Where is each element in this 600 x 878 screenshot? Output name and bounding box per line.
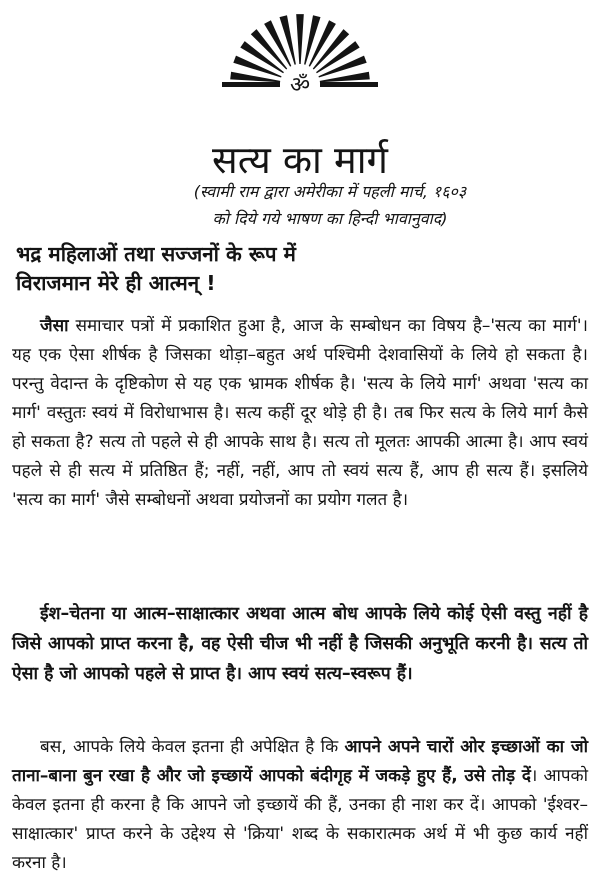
paragraph-3-plain-2: । आपको केवल इतना ही करना है कि आपने जो इच्छायें की हैं, उनका ही नाश कर दें। आपको 'ईश्वर–साक्षात्कार' प्राप्त करने के उद्देश्य से 'क्रिया' शब्द के सकारात्मक अर्थ में भी कुछ कार्य नहीं करना है।	[12, 766, 588, 873]
paragraph-3	[12, 733, 588, 878]
sunburst-rays	[230, 14, 370, 82]
chapter-subtitle	[90, 178, 570, 232]
salutation	[16, 240, 576, 298]
paragraph-3-bold: आपने अपने चारों ओर इच्छाओं का जो ताना–बाना बुन रखा है और जो इच्छायें आपको बंदीगृह में जकड़े हुए हैं, उसे तोड़ दें	[12, 737, 588, 786]
paragraph-1	[12, 312, 588, 515]
sunburst-ray	[280, 15, 296, 64]
paragraph-2-text: ईश–चेतना या आत्म–साक्षात्कार अथवा आत्म बोध आपके लिये कोई ऐसी वस्तु नहीं है जिसे आपको प्राप्त करना है, वह ऐसी चीज भी नहीं है जिसकी अनुभूति करनी है। सत्य तो ऐसा है जो आपको पहले से प्राप्त है। आप स्वयं सत्य–स्वरूप हैं।	[12, 604, 588, 684]
subtitle-line-2: को दिये गये भाषण का हिन्दी भावानुवाद)	[212, 209, 448, 228]
chapter-title: सत्य का मार्ग	[212, 138, 388, 183]
paragraph-1-text: समाचार पत्रों में प्रकाशित हुआ है, आज के सम्बोधन का विषय है–'सत्य का मार्ग'। यह एक ऐसा शीर्षक है जिसका थोड़ा–बहुत अर्थ पश्चिमी देशवासियों के लिये हो सकता है। परन्तु वेदान्त के दृष्टिकोण से यह एक भ्रामक शीर्षक है। 'सत्य के लिये मार्ग' अथवा 'सत्य का मार्ग' वस्तुतः स्वयं में विरोधाभास है। सत्य कहीं दूर थोड़े ही है। तब फिर सत्य के लिये मार्ग कैसे हो सकता है? सत्य तो पहले से ही आपके साथ है। सत्य तो मूलतः आपकी आत्मा है। आप स्वयं पहले से ही सत्य में प्रतिष्ठित हैं; नहीं, नहीं, आप तो स्वयं सत्य हैं, आप ही सत्य हैं। इसलिये 'सत्य का मार्ग' जैसे सम्बोधनों अथवा प्रयोजनों का प्रयोग गलत है।	[12, 316, 588, 510]
paragraph-3-plain-1: बस, आपके लिये केवल इतना ही अपेक्षित है कि	[40, 737, 345, 757]
salutation-line-2: विराजमान मेरे ही आत्मन् !	[16, 271, 216, 295]
paragraph-1-lead: जैसा	[40, 316, 69, 336]
sunburst-ray	[296, 14, 304, 64]
salutation-line-1: भद्र महिलाओं तथा सज्जनों के रूप में	[16, 242, 296, 266]
om-sunburst-icon	[220, 8, 380, 100]
om-symbol: ॐ	[289, 73, 311, 98]
sunburst-ray	[304, 15, 320, 64]
paragraph-2	[12, 599, 588, 689]
subtitle-line-1: (स्वामी राम द्वारा अमेरीका में पहली मार्च, १६०३	[193, 182, 467, 201]
